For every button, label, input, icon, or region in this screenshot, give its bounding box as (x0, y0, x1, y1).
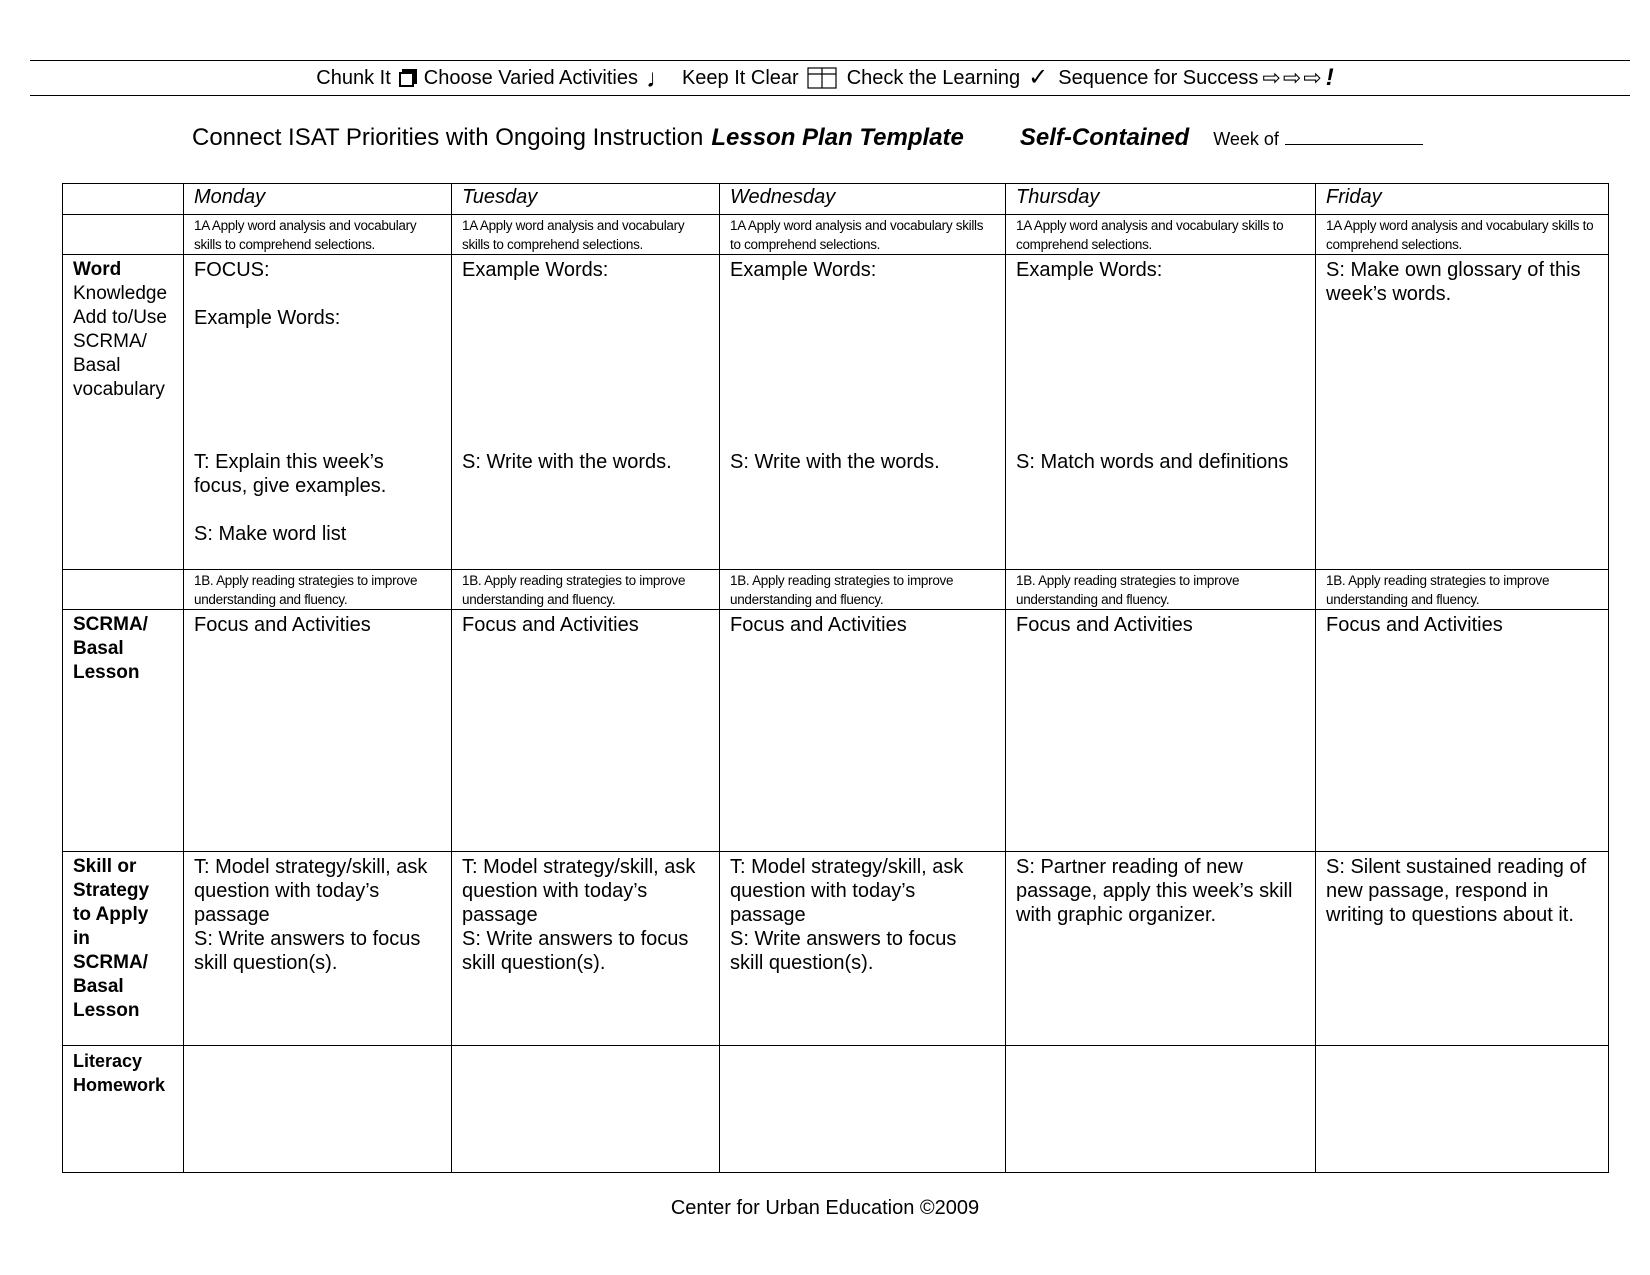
row-label-homework (63, 1046, 184, 1173)
music-note-icon: ♩ (645, 63, 672, 93)
teacher-activity: T: Explain this week’s focus, give examples. (194, 451, 387, 497)
homework-wednesday (720, 1046, 1006, 1173)
standard-1b-monday: 1B. Apply reading strategies to improve understanding and fluency. (184, 570, 452, 610)
word-knowledge-wednesday (720, 255, 1006, 570)
exclamation-icon: ! (1325, 64, 1334, 91)
label-line: Skill or (73, 856, 137, 877)
focus-label: FOCUS: (194, 259, 270, 281)
label-line: Lesson (73, 1000, 140, 1021)
day-header-thursday: Thursday (1006, 184, 1316, 215)
homework-friday (1316, 1046, 1609, 1173)
table-row-standard-1a (63, 215, 1609, 255)
lesson-plan-table (62, 183, 1609, 1173)
student-activity: S: Partner reading of new passage, apply this week’s skill with graphic organizer. (1016, 856, 1293, 926)
label-line: to Apply (73, 904, 149, 925)
student-activity: S: Make own glossary of this week’s words. (1326, 259, 1581, 305)
standard-1b-thursday: 1B. Apply reading strategies to improve understanding and fluency. (1006, 570, 1316, 610)
label-line: Basal (73, 355, 121, 376)
standard-1a-friday: 1A Apply word analysis and vocabulary skills to comprehend selections. (1316, 215, 1609, 255)
table-row-standard-1b (63, 570, 1609, 610)
standard-1b-tuesday: 1B. Apply reading strategies to improve understanding and fluency. (452, 570, 720, 610)
label-line: Homework (73, 1075, 166, 1095)
principle-label: Choose Varied Activities (423, 66, 638, 89)
standard-1a-monday: 1A Apply word analysis and vocabulary skills to comprehend selections. (184, 215, 452, 255)
principle-label: Chunk It (316, 66, 391, 89)
teacher-activity: T: Model strategy/skill, ask question with today’s passage (730, 856, 964, 926)
label-line: Knowledge (73, 283, 168, 304)
skill-strategy-wednesday (720, 852, 1006, 1046)
student-activity: S: Write answers to focus skill question(s). (730, 928, 957, 974)
word-knowledge-monday (184, 255, 452, 570)
example-words-label: Example Words: (462, 259, 609, 281)
row-label-skill-strategy (63, 852, 184, 1046)
standard-1a-tuesday: 1A Apply word analysis and vocabulary skills to comprehend selections. (452, 215, 720, 255)
blank-label-cell (63, 215, 184, 255)
standard-1b-wednesday: 1B. Apply reading strategies to improve understanding and fluency. (720, 570, 1006, 610)
homework-thursday (1006, 1046, 1316, 1173)
basal-lesson-wednesday: Focus and Activities (720, 610, 1006, 852)
label-line: SCRMA/ (73, 331, 147, 352)
principle-varied-activities (423, 63, 682, 93)
label-line: Basal (73, 976, 124, 997)
label-line: Word (73, 259, 122, 280)
table-row-word-knowledge (63, 255, 1609, 570)
corner-cell (63, 184, 184, 215)
standard-1a-wednesday: 1A Apply word analysis and vocabulary skills to comprehend selections. (720, 215, 1006, 255)
row-label-word-knowledge (63, 255, 184, 570)
checkmark-icon: ✓ (1028, 64, 1049, 91)
week-of-label: Week of (1213, 129, 1279, 149)
principle-label: Keep It Clear (681, 66, 799, 89)
label-line: Lesson (73, 662, 140, 683)
student-activity: S: Make word list (194, 523, 347, 545)
student-activity: S: Write with the words. (462, 451, 672, 473)
student-activity: S: Silent sustained reading of new passage, respond in writing to questions about it. (1326, 856, 1587, 926)
basal-lesson-friday: Focus and Activities (1316, 610, 1609, 852)
basal-lesson-tuesday: Focus and Activities (452, 610, 720, 852)
teacher-activity: T: Model strategy/skill, ask question with today’s passage (194, 856, 428, 926)
bottom-rule (30, 95, 1630, 96)
label-line: SCRMA/ (73, 952, 148, 973)
principle-chunk-it (316, 67, 423, 90)
word-knowledge-friday (1316, 255, 1609, 570)
day-header-wednesday: Wednesday (720, 184, 1006, 215)
skill-strategy-friday (1316, 852, 1609, 1046)
principle-label: Sequence for Success (1058, 66, 1259, 89)
title-self-contained: Self-Contained (1019, 124, 1190, 151)
student-activity: S: Match words and definitions (1016, 451, 1289, 473)
page-title (192, 124, 1632, 158)
label-line: Literacy (73, 1051, 143, 1071)
word-knowledge-tuesday (452, 255, 720, 570)
word-knowledge-thursday (1006, 255, 1316, 570)
student-activity: S: Write answers to focus skill question(s). (462, 928, 689, 974)
label-line: Strategy (73, 880, 150, 901)
title-lesson-plan: Lesson Plan Template (711, 124, 964, 151)
principle-label: Check the Learning (846, 66, 1021, 89)
student-activity: S: Write with the words. (730, 451, 940, 473)
blank-label-cell (63, 570, 184, 610)
label-line: Add to/Use (73, 307, 167, 328)
label-line: SCRMA/ (73, 614, 148, 635)
skill-strategy-monday (184, 852, 452, 1046)
table-row-skill-strategy (63, 852, 1609, 1046)
table-grid-icon (807, 67, 837, 89)
label-line: vocabulary (73, 379, 165, 400)
standard-1b-friday: 1B. Apply reading strategies to improve understanding and fluency. (1316, 570, 1609, 610)
label-line: Basal (73, 638, 124, 659)
homework-tuesday (452, 1046, 720, 1173)
standard-1a-thursday: 1A Apply word analysis and vocabulary skills to comprehend selections. (1006, 215, 1316, 255)
table-row-days (63, 184, 1609, 215)
student-activity: S: Write answers to focus skill question(s). (194, 928, 421, 974)
skill-strategy-thursday (1006, 852, 1316, 1046)
principle-sequence-success (1058, 64, 1333, 92)
table-row-basal-lesson (63, 610, 1609, 852)
day-header-tuesday: Tuesday (452, 184, 720, 215)
principle-check-learning (846, 64, 1059, 91)
row-label-basal-lesson (63, 610, 184, 852)
title-main: Connect ISAT Priorities with Ongoing Instruction (192, 124, 704, 151)
example-words-label: Example Words: (194, 307, 341, 329)
principle-keep-it-clear (682, 67, 847, 90)
principles-bar (0, 62, 1650, 94)
top-rule (30, 60, 1630, 61)
footer-credit: Center for Urban Education ©2009 (670, 1197, 980, 1219)
day-header-monday: Monday (184, 184, 452, 215)
example-words-label: Example Words: (730, 259, 877, 281)
homework-monday (184, 1046, 452, 1173)
arrows-icon: ⇨⇨⇨ (1262, 65, 1324, 90)
box-icon (399, 69, 414, 87)
basal-lesson-monday: Focus and Activities (184, 610, 452, 852)
basal-lesson-thursday: Focus and Activities (1006, 610, 1316, 852)
example-words-label: Example Words: (1016, 259, 1163, 281)
day-header-friday: Friday (1316, 184, 1609, 215)
label-line: in (73, 928, 90, 949)
teacher-activity: T: Model strategy/skill, ask question with today’s passage (462, 856, 696, 926)
skill-strategy-tuesday (452, 852, 720, 1046)
table-row-homework (63, 1046, 1609, 1173)
week-of-blank (1285, 130, 1423, 145)
